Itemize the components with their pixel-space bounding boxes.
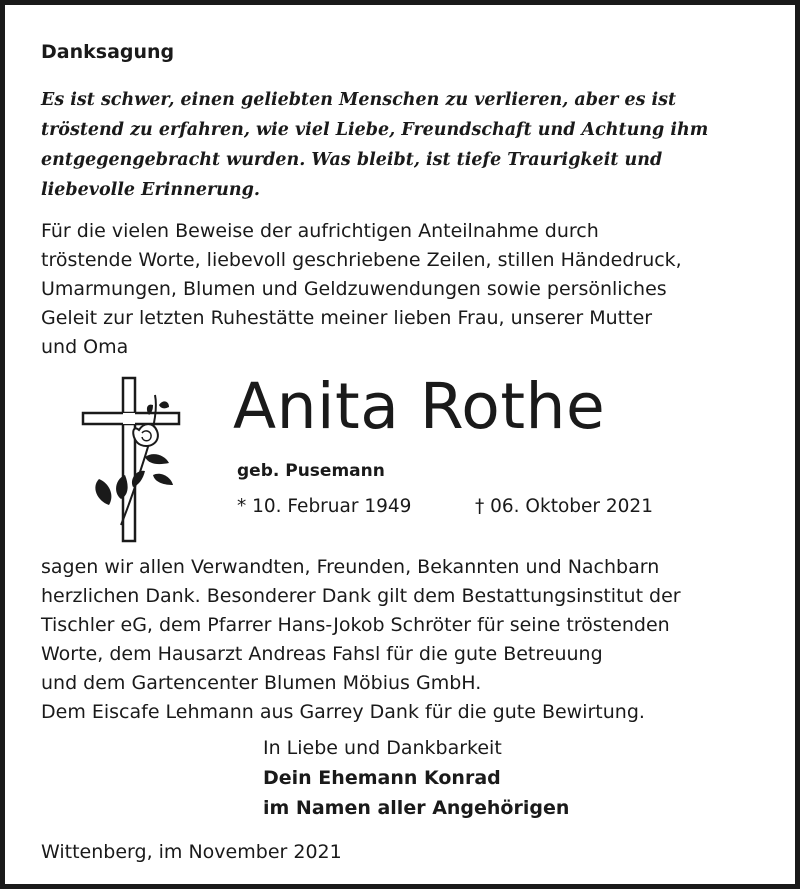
cross-with-rose-icon [79,375,189,545]
quote-line: liebevolle Erinnerung. [41,180,260,200]
thanks-body-line: und dem Gartencenter Blumen Möbius GmbH. [41,672,482,694]
thanks-body-line: herzlichen Dank. Besonderer Dank gilt dem Bestattungsinstitut der [41,585,681,607]
deceased-name: Anita Rothe [233,370,606,443]
thanks-body-line: Dem Eiscafe Lehmann aus Garrey Dank für die gute Bewirtung. [41,701,645,723]
thanks-body-line: Tischler eG, dem Pfarrer Hans-Jokob Schröter für seine tröstenden [41,614,670,636]
signer-family: im Namen aller Angehörigen [263,797,570,819]
thanks-body-line: Worte, dem Hausarzt Andreas Fahsl für die gute Betreuung [41,643,603,665]
maiden-name: geb. Pusemann [237,461,385,481]
closing-line: In Liebe und Dankbarkeit [263,737,502,759]
closing-signature [263,733,569,823]
thanks-intro-line: Geleit zur letzten Ruhestätte meiner lieben Frau, unserer Mutter [41,307,653,329]
quote-line: tröstend zu erfahren, wie viel Liebe, Freundschaft und Achtung ihm [41,120,709,140]
death-date: † 06. Oktober 2021 [475,496,653,517]
place-date: Wittenberg, im November 2021 [41,841,342,863]
quote-line: entgegengebracht wurden. Was bleibt, ist tiefe Traurigkeit und [41,150,663,170]
quote-block [41,85,708,205]
heading: Danksagung [41,41,175,63]
thanks-body-line: sagen wir allen Verwandten, Freunden, Bekannten und Nachbarn [41,556,660,578]
quote-line: Es ist schwer, einen geliebten Menschen zu verlieren, aber es ist [41,90,677,110]
thanks-intro-line: Umarmungen, Blumen und Geldzuwendungen sowie persönliches [41,278,667,300]
thanks-intro-line: Für die vielen Beweise der aufrichtigen Anteilnahme durch [41,220,599,242]
birth-date: * 10. Februar 1949 [237,496,412,517]
thanks-intro-line: und Oma [41,336,129,358]
thanks-intro [41,217,682,362]
thanks-body [41,553,681,727]
thanks-intro-line: tröstende Worte, liebevoll geschriebene Zeilen, stillen Händedruck, [41,249,682,271]
signer-name: Dein Ehemann Konrad [263,767,501,789]
